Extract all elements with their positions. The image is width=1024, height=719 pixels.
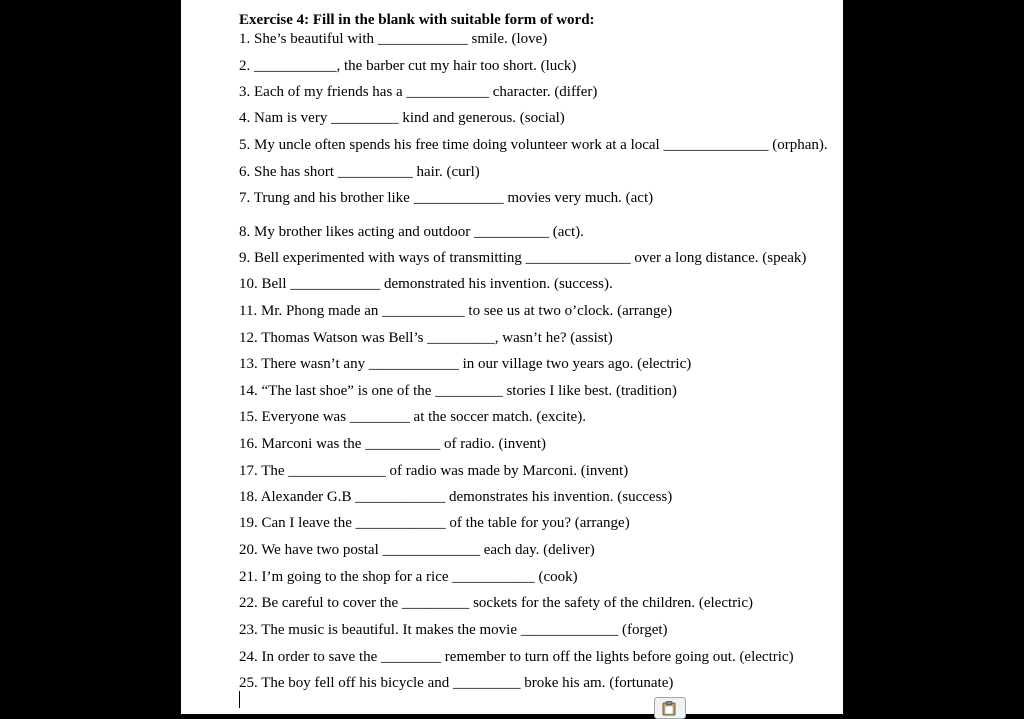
question-line: 18. Alexander G.B ____________ demonstrates his invention. (success): [239, 489, 673, 505]
question-line: 10. Bell ____________ demonstrated his invention. (success).: [239, 276, 613, 292]
question-line: 5. My uncle often spends his free time doing volunteer work at a local ______________ (orphan).: [239, 137, 828, 153]
question-line: 16. Marconi was the __________ of radio. (invent): [239, 436, 547, 452]
question-line: 2. ___________, the barber cut my hair too short. (luck): [239, 58, 577, 74]
question-line: 21. I’m going to the shop for a rice ___________ (cook): [239, 569, 578, 585]
question-line: 7. Trung and his brother like ____________ movies very much. (act): [239, 190, 654, 206]
exercise-title: Exercise 4: Fill in the blank with suitable form of word:: [239, 12, 595, 28]
question-line: 25. The boy fell off his bicycle and _________ broke his am. (fortunate): [239, 675, 674, 691]
question-line: 4. Nam is very _________ kind and generous. (social): [239, 110, 565, 126]
question-line: 3. Each of my friends has a ___________ character. (differ): [239, 84, 598, 100]
question-line: 14. “The last shoe” is one of the _________ stories I like best. (tradition): [239, 383, 677, 399]
question-line: 24. In order to save the ________ remember to turn off the lights before going out. (electric): [239, 649, 794, 665]
paste-options-button[interactable]: [654, 697, 686, 719]
question-line: 13. There wasn’t any ____________ in our village two years ago. (electric): [239, 356, 692, 372]
question-line: 6. She has short __________ hair. (curl): [239, 164, 480, 180]
question-line: 9. Bell experimented with ways of transmitting ______________ over a long distance. (speak): [239, 250, 807, 266]
question-line: 15. Everyone was ________ at the soccer match. (excite).: [239, 409, 586, 425]
question-line: 20. We have two postal _____________ each day. (deliver): [239, 542, 595, 558]
question-line: 11. Mr. Phong made an ___________ to see us at two o’clock. (arrange): [239, 303, 673, 319]
question-line: 12. Thomas Watson was Bell’s _________, wasn’t he? (assist): [239, 330, 613, 346]
question-line: 8. My brother likes acting and outdoor __________ (act).: [239, 224, 584, 240]
question-line: 17. The _____________ of radio was made by Marconi. (invent): [239, 463, 629, 479]
question-line: 22. Be careful to cover the _________ sockets for the safety of the children. (electric): [239, 595, 753, 611]
question-line: 1. She’s beautiful with ____________ smile. (love): [239, 31, 548, 47]
document-page: [181, 0, 843, 714]
question-line: 19. Can I leave the ____________ of the table for you? (arrange): [239, 515, 630, 531]
text-cursor: [239, 691, 240, 708]
question-line: 23. The music is beautiful. It makes the movie _____________ (forget): [239, 622, 668, 638]
